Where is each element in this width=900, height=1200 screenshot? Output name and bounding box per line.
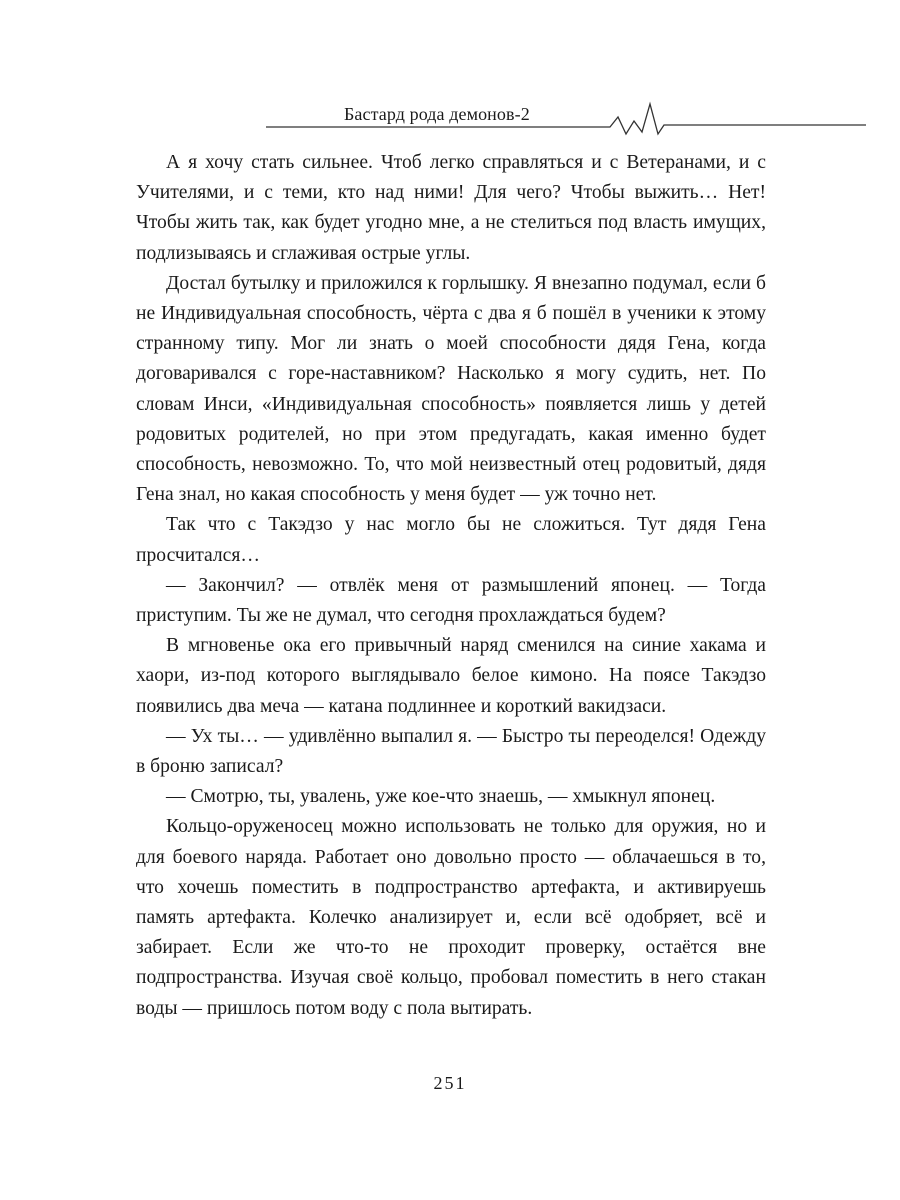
paragraph: Достал бутылку и приложился к горлышку. Я внезапно подумал, если б не Индивидуальная способность, чёрта с два я б пошёл в ученики к этому странному типу. Мог ли знать о моей способности дядя Гена, когда договаривался с горе-наставником? Насколько я могу судить, нет. По словам Инси, «Индивидуальная способность» появляется лишь у детей родовитых родителей, но при этом предугадать, какая именно будет способность, невозможно. То, что мой неизвестный отец родовитый, дядя Гена знал, но какая способность у меня будет — уж точно нет.: [136, 272, 766, 506]
paragraph: Так что с Такэдзо у нас могло бы не сложиться. Тут дядя Гена просчитался…: [136, 514, 766, 566]
page-number: 251: [433, 1073, 467, 1093]
paragraph: В мгновенье ока его привычный наряд сменился на синие хакама и хаори, из-под которого выглядывало белое кимоно. На поясе Такэдзо появились два меча — катана подлиннее и короткий вакидзаси.: [136, 635, 766, 717]
paragraph: — Смотрю, ты, увалень, уже кое-что знаешь, — хмыкнул японец.: [166, 786, 716, 808]
paragraph: А я хочу стать сильнее. Чтоб легко справляться и с Ветеранами, и с Учителями, и с теми, кто над ними! Для чего? Чтобы выжить… Нет! Чтобы жить так, как будет угодно мне, а не стелиться под власть имущих, подлизываясь и сглаживая острые углы.: [136, 152, 766, 264]
page-body: [136, 148, 766, 1024]
running-header: [266, 100, 866, 140]
paragraph: Кольцо-оруженосец можно использовать не только для оружия, но и для боевого наряда. Работает оно довольно просто — облачаешься в то, что хочешь поместить в подпространство артефакта, и активируешь память артефакта. Колечко анализирует и, если всё одобряет, всё и забирает. Если же что-то не проходит проверку, остаётся вне подпространства. Изучая своё кольцо, пробовал поместить в него стакан воды — пришлось потом воду с пола вытирать.: [136, 816, 766, 1019]
paragraph: — Закончил? — отвлёк меня от размышлений японец. — Тогда приступим. Ты же не думал, что сегодня прохлаждаться будем?: [136, 574, 766, 627]
paragraph: — Ух ты… — удивлённо выпалил я. — Быстро ты переоделся! Одежду в броню записал?: [136, 725, 766, 778]
header-book-title: Бастард рода демонов-2: [344, 104, 530, 124]
